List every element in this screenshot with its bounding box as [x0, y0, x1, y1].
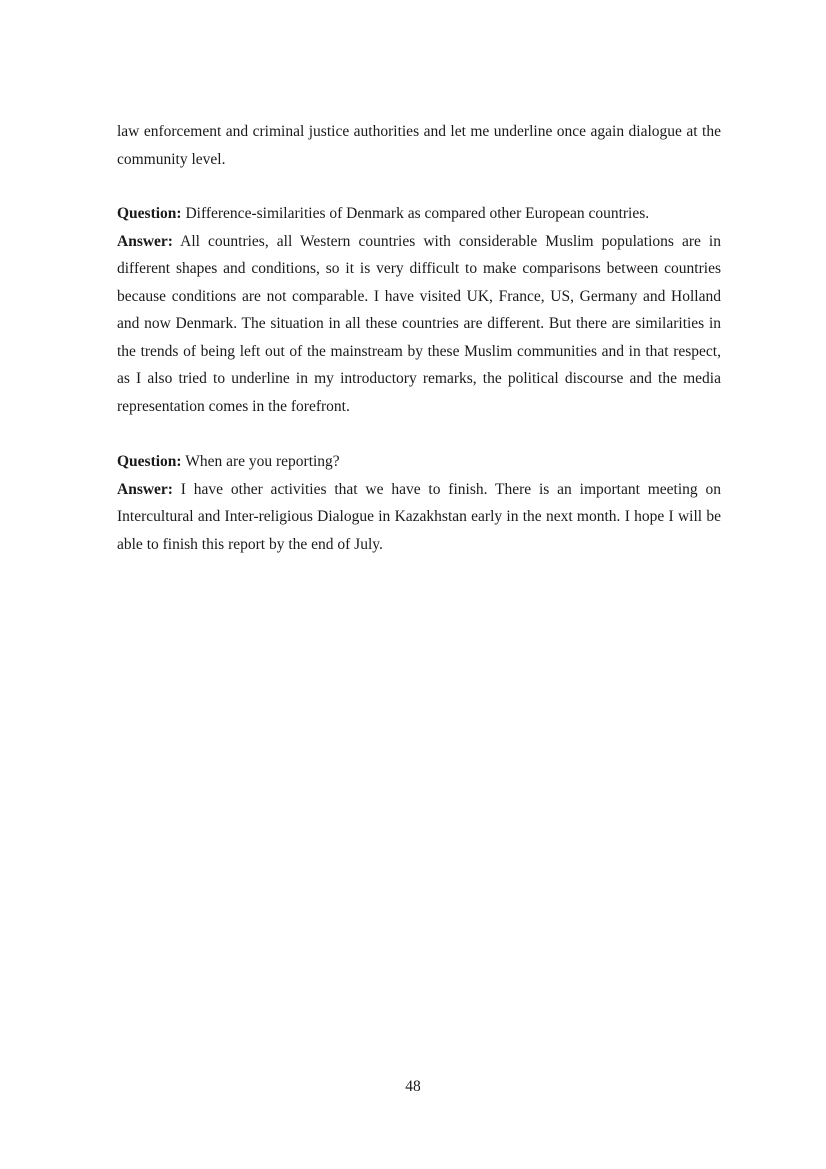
question-paragraph [117, 448, 721, 476]
question-text: When are you reporting? [181, 453, 340, 470]
intro-text: law enforcement and criminal justice authorities and let me underline once again dialogue at the community level. [117, 123, 721, 168]
question-label: Question: [117, 205, 182, 222]
intro-paragraph [117, 118, 721, 173]
question-text: Difference-similarities of Denmark as compared other European countries. [181, 205, 650, 222]
answer-text: All countries, all Western countries with considerable Muslim populations are in different shapes and conditions, so it is very difficult to make comparisons between countries because conditions are not comparable. I have visited UK, France, US, Germany and Holland and now Denmark. The situation in all these countries are different. But there are similarities in the trends of being left out of the mainstream by these Muslim communities and in that respect, as I also tried to underline in my introductory remarks, the political discourse and the media representation comes in the forefront. [117, 232, 721, 415]
answer-paragraph [117, 228, 721, 421]
answer-text: I have other activities that we have to finish. There is an important meeting on Intercultural and Inter-religious Dialogue in Kazakhstan early in the next month. I hope I will be able to finish this report by the end of July. [117, 480, 721, 553]
page-number: 48 [405, 1078, 421, 1095]
qa-block-2 [117, 448, 721, 558]
answer-paragraph [117, 476, 721, 559]
qa-block-1 [117, 200, 721, 420]
question-label: Question: [117, 453, 182, 470]
answer-label: Answer: [117, 232, 173, 250]
answer-label: Answer: [117, 480, 173, 498]
question-paragraph [117, 200, 721, 228]
